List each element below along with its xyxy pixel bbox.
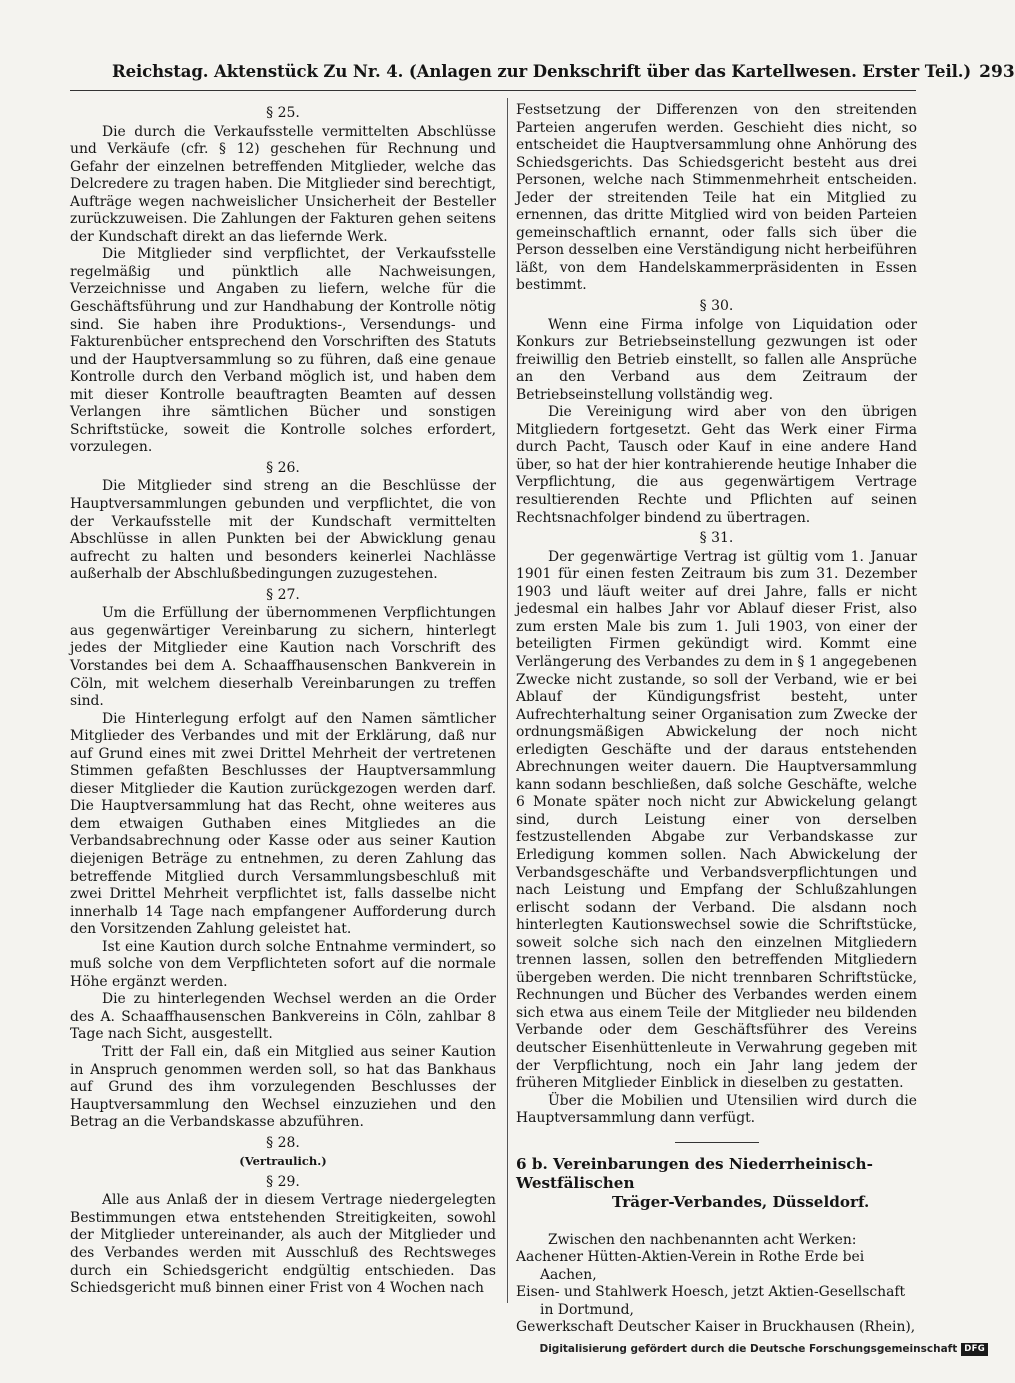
- digitization-credit: [539, 1341, 988, 1357]
- paragraph-continued: Festsetzung der Differenzen von den streitenden Parteien angerufen werden. Geschieht dies nicht, so entscheidet die Hauptversammlung ohne Anhörung des Schiedsgerichts. Das Schiedsgericht besteht aus drei Personen, welche nach Stimmenmehrheit entscheiden. Jeder der streitenden Teile hat ein Mitglied zu ernennen, das dritte Mitglied wird von beiden Parteien gemeinschaftlich ernannt, oder falls sich über die Person desselben eine Verständigung nicht herbeiführen läßt, von dem Handelskammerpräsidenten in Essen bestimmt.: [516, 102, 917, 294]
- works-list-item: Eisen- und Stahlwerk Hoesch, jetzt Aktien-Gesellschaft in Dortmund,: [516, 1284, 906, 1318]
- left-column: [70, 102, 496, 1298]
- paragraph: Die Hinterlegung erfolgt auf den Namen sämtlicher Mitglieder des Verbandes und mit der Erklärung, daß nur auf Grund eines mit zwei Drittel Mehrheit der vertretenen Stimmen gefaßten Beschlusses der Hauptversammlung dieser Mitglieder die Kaution zurückgezogen werden darf. Die Hauptversammlung hat das Recht, ohne weiteres aus dem etwaigen Guthaben eines Mitgliedes an die Verbandsabrechnung oder Kasse oder aus seiner Kaution diejenigen Beträge zu entnehmen, zu deren Zahlung das betreffende Mitglied durch Versammlungsbeschluß mit zwei Drittel Mehrheit verpflichtet ist, falls dasselbe nicht innerhalb 14 Tage nach empfangener Aufforderung durch den Vorsitzenden Zahlung geleistet hat.: [70, 710, 496, 938]
- paragraph: Der gegenwärtige Vertrag ist gültig vom 1. Januar 1901 für einen festen Zeitraum bis zum 31. Dezember 1903 und läuft weiter auf drei Jahre, falls er nicht jedesmal ein halbes Jahr vor Ablauf dieser Frist, also zum ersten Male bis zum 1. Juli 1903, von einer der beteiligten Firmen gekündigt wird. Kommt eine Verlängerung des Verbandes zu dem in § 1 angegebenen Zwecke nicht zustande, so soll der Verband, wie er bei Ablauf der Kündigungsfrist besteht, unter Aufrechterhaltung seiner Organisation zum Zwecke der ordnungsmäßigen Abwickelung der noch nicht erledigten Geschäfte und der daraus entstehenden Abrechnungen weiter dauern. Die Hauptversammlung kann sodann beschließen, daß solche Geschäfte, welche 6 Monate später noch nicht zur Abwickelung gelangt sind, durch Leistung einer von derselben festzustellenden Abgabe zur Verbandskasse zur Erledigung kommen sollen. Nach Abwickelung der Verbandsgeschäfte und Verbandsverpflichtungen und nach Leistung und Empfang der Schlußzahlungen erlischt sodann der Verband. Die alsdann noch hinterlegten Kautionswechsel sowie die Schriftstücke, soweit solche sich nach den einzelnen Mitgliedern trennen lassen, sollen den betreffenden Mitgliedern übergeben werden. Die nicht trennbaren Schriftstücke, Rechnungen und Bücher des Verbandes werden einem sich etwa aus einem Teile der Mitglieder neu bildenden Verbande oder dem Geschäftsführer des Vereins deutscher Eisenhüttenleute in Verwahrung gegeben mit der Verpflichtung, noch ein Jahr lang jedem der früheren Mitglieder Einblick in dieselben zu gestatten.: [516, 548, 917, 1092]
- section-25-heading: § 25.: [266, 105, 300, 121]
- works-list-item: Aachener Hütten-Aktien-Verein in Rothe Erde bei Aachen,: [516, 1249, 865, 1283]
- paragraph: Wenn eine Firma infolge von Liquidation oder Konkurs zur Betriebseinstellung gezwungen ist oder freiwillig den Betrieb einstellt, so fallen alle Ansprüche an den Verband aus dem Zeitraum der Betriebseinstellung vollständig weg.: [516, 316, 917, 403]
- section-28-heading: § 28.: [266, 1134, 300, 1151]
- paragraph: Die Vereinigung wird aber von den übrigen Mitgliedern fortgesetzt. Geht das Werk einer Firma durch Pacht, Tausch oder Kauf in eine andere Hand über, so hat der hier kontrahierende heutige Inhaber die Verpflichtung, die aus gegenwärtigem Vertrage resultierenden Rechte und Pflichten auf seinen Rechtsnachfolger bindend zu übertragen.: [516, 404, 917, 526]
- section-29-heading: § 29.: [266, 1173, 300, 1190]
- running-head: [112, 62, 1015, 88]
- section-6b-title: [516, 1155, 917, 1212]
- running-title: Reichstag. Aktenstück Zu Nr. 4. (Anlagen zur Denkschrift über das Kartellwesen. Erster Teil.): [112, 62, 972, 81]
- section-27-heading: § 27.: [266, 586, 300, 603]
- section-6b-title-line1: 6 b. Vereinbarungen des Niederrheinisch-Westfälischen: [516, 1154, 873, 1192]
- digitization-credit-text: Digitalisierung gefördert durch die Deutsche Forschungsgemeinschaft: [539, 1343, 958, 1355]
- works-list-item: Gewerkschaft Deutscher Kaiser in Bruckhausen (Rhein),: [516, 1319, 916, 1336]
- section-26-heading: § 26.: [266, 459, 300, 476]
- dfg-logo: DFG: [961, 1343, 988, 1356]
- paragraph: Ist eine Kaution durch solche Entnahme vermindert, so muß solche von dem Verpflichteten sofort auf die normale Höhe ergänzt werden.: [70, 938, 496, 990]
- section-divider: [675, 1142, 759, 1143]
- paragraph: Die Mitglieder sind streng an die Beschlüsse der Hauptversammlungen gebunden und verpflichtet, die von der Verkaufsstelle mit der Kundschaft vermittelten Abschlüsse in allen Punkten bei der Abwicklung genau aufrecht zu halten und besonders keinerlei Nachlässe außerhalb der Abschlußbedingungen zuzugestehen.: [70, 478, 496, 583]
- paragraph: Die durch die Verkaufsstelle vermittelten Abschlüsse und Verkäufe (cfr. § 12) geschehen für Rechnung und Gefahr der einzelnen betreffenden Mitglieder, welche das Delcredere zu tragen haben. Die Mitglieder sind berechtigt, Aufträge wegen nachweislicher Unsicherheit der Besteller zurückzuweisen. Die Zahlungen der Fakturen gehen seitens der Kundschaft direkt an das liefernde Werk.: [70, 123, 496, 245]
- section-6b-title-line2: Träger-Verbandes, Düsseldorf.: [612, 1192, 870, 1211]
- column-divider: [507, 98, 508, 1303]
- paragraph: Tritt der Fall ein, daß ein Mitglied aus seiner Kaution in Anspruch genommen werden soll, so hat das Bankhaus auf Grund des ihm vorzulegenden Beschlusses der Hauptversammlung den Wechsel einzuziehen und den Betrag an die Verbandskasse abzuführen.: [70, 1043, 496, 1131]
- paragraph: Die zu hinterlegenden Wechsel werden an die Order des A. Schaaffhausenschen Bankvereins in Cöln, zahlbar 8 Tage nach Sicht, ausgestellt.: [70, 991, 496, 1043]
- paragraph: Über die Mobilien und Utensilien wird durch die Hauptversammlung dann verfügt.: [516, 1092, 917, 1127]
- paragraph: Um die Erfüllung der übernommenen Verpflichtungen aus gegenwärtiger Vereinbarung zu sichern, hinterlegt jedes der Mitglieder eine Kaution nach Vorschrift des Vorstandes bei dem A. Schaaffhausenschen Bankverein in Cöln, mit welchem dieserhalb Vereinbarungen zu treffen sind.: [70, 605, 496, 710]
- header-rule: [70, 90, 916, 91]
- right-column: [516, 102, 917, 1337]
- page-number: 293: [979, 62, 1015, 82]
- section-31-heading: § 31.: [699, 530, 734, 547]
- paragraph: Die Mitglieder sind verpflichtet, der Verkaufsstelle regelmäßig und pünktlich alle Nachweisungen, Verzeichnisse und Angaben zu liefern, welche für die Geschäftsführung und zur Handhabung der Kontrolle nötig sind. Sie haben ihre Produktions-, Versendungs- und Fakturenbücher entsprechend den Vorschriften des Statuts und der Hauptversammlung so zu führen, daß eine genaue Kontrolle durch den Verband möglich ist, und haben dem mit dieser Kontrolle beauftragten Beamten auf dessen Verlangen ihre sämtlichen Bücher und sonstigen Schriftstücke, soweit die Kontrolle solches erfordert, vorzulegen.: [70, 246, 496, 456]
- paragraph: Alle aus Anlaß der in diesem Vertrage niedergelegten Bestimmungen etwa entstehenden Streitigkeiten, sowohl der Mitglieder untereinander, als auch der Mitglieder und des Verbandes werden mit Ausschluß des Rechtsweges durch ein Schiedsgericht endgültig entschieden. Das Schiedsgericht muß binnen einer Frist von 4 Wochen nach: [70, 1192, 496, 1297]
- section-30-heading: § 30.: [699, 298, 734, 315]
- section-28-note: (Vertraulich.): [239, 1154, 327, 1169]
- works-intro: Zwischen den nachbenannten acht Werken:: [547, 1231, 857, 1248]
